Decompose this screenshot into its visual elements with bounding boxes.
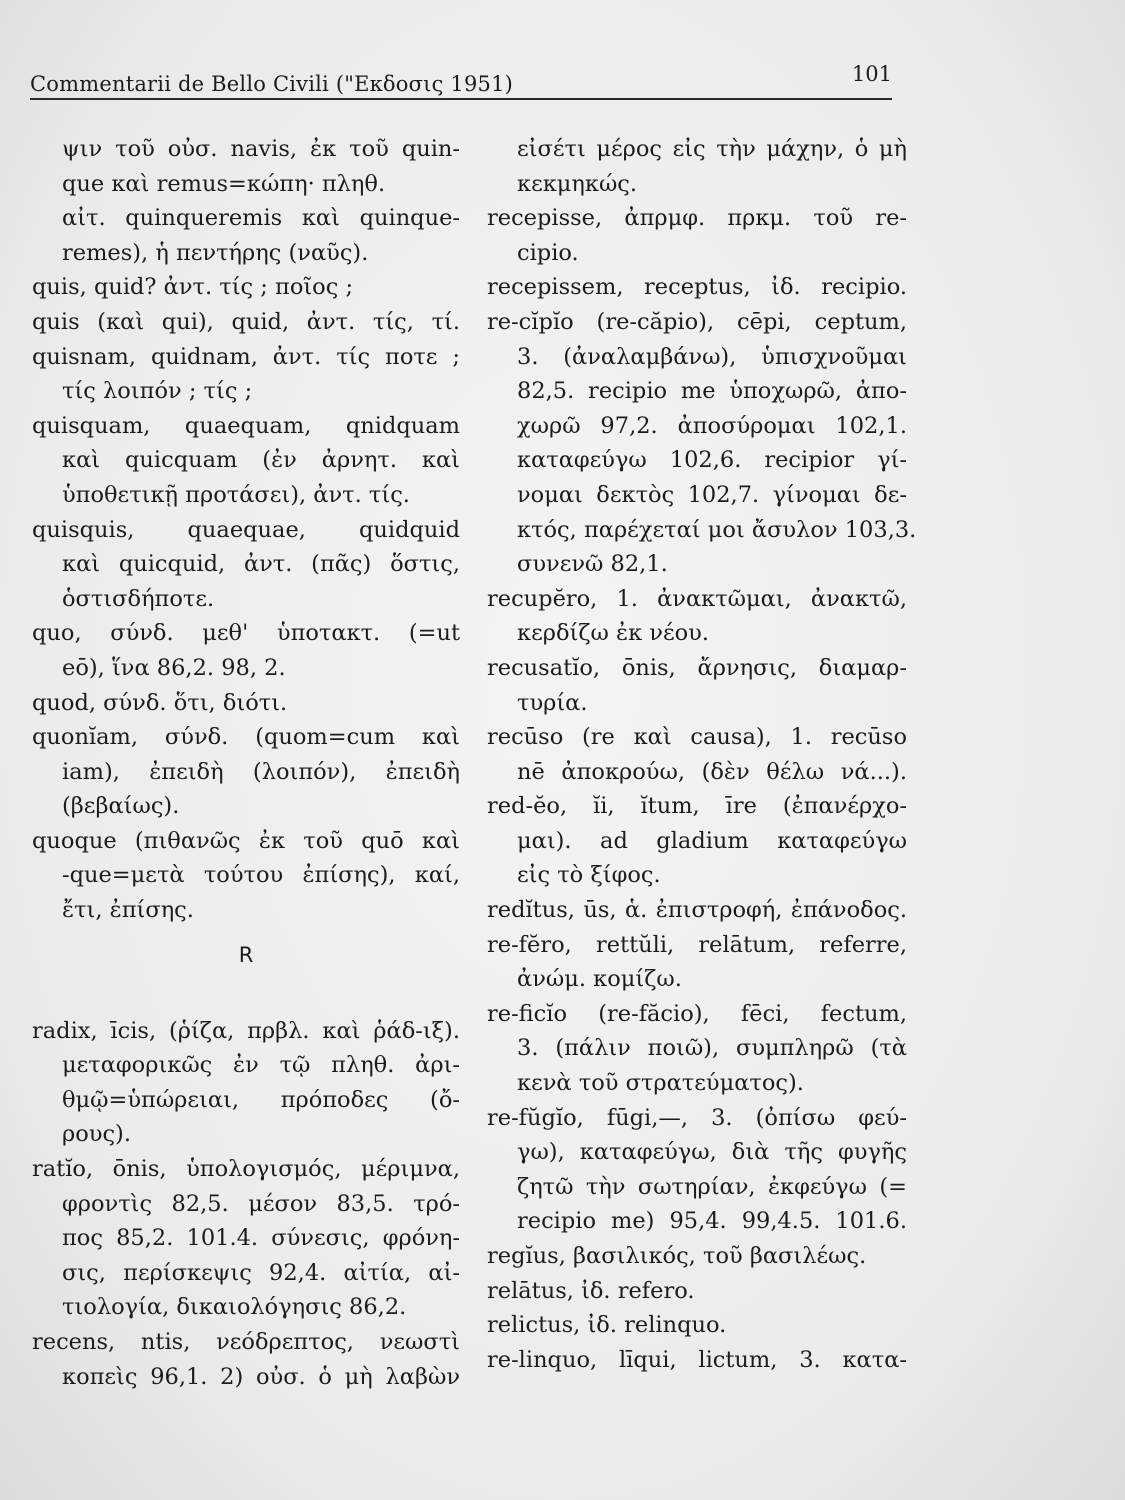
text-line: redĭtus, ūs, ἁ. ἐπιστροφή, ἐπάνοδος. (487, 897, 907, 924)
text-line: re-linquo, līqui, lictum, 3. κατα- (487, 1346, 907, 1373)
text-line: red-ĕo, ĭi, ĭtum, īre (ἐπανέρχο- (487, 793, 907, 820)
text-line: recens, ntis, νεόδρεπτος, νεωστὶ (32, 1329, 460, 1355)
text-line: regĭus, βασιλικός, τοῦ βασιλέως. (487, 1243, 867, 1269)
text-line: ἀνώμ. κομίζω. (517, 966, 682, 993)
section-letter: R (238, 942, 254, 967)
text-line: ratĭo, ōnis, ὑπολογισμός, μέριμνα, (32, 1156, 460, 1183)
text-line: ρους). (62, 1121, 131, 1148)
text-line: quisquis, quaequae, quidquid (32, 516, 460, 543)
text-line: μεταφορικῶς ἐν τῷ πληθ. ἀρι- (62, 1052, 460, 1079)
text-line: γω), καταφεύγω, διὰ τῆς φυγῆς (517, 1139, 907, 1166)
text-line: καὶ quicquid, ἀντ. (πᾶς) ὅστις, (62, 551, 460, 578)
text-line: quonĭam, σύνδ. (quom=cum καὶ (32, 724, 460, 751)
text-line: κερδίζω ἐκ νέου. (517, 620, 710, 647)
text-line: κτός, παρέχεταί μοι ἄσυλον 103,3. (517, 516, 917, 543)
right-column (487, 132, 917, 1377)
text-line: τιολογία, δικαιολόγησις 86,2. (62, 1294, 407, 1321)
text-line: κεκμηκώς. (517, 170, 638, 197)
text-line: cipio. (517, 239, 579, 266)
text-line: recūso (re καὶ causa), 1. recūso (487, 724, 907, 751)
text-line: nē ἀποκρούω, (δὲν θέλω νά...). (517, 758, 907, 785)
text-line: quis (καὶ qui), quid, ἀντ. τίς, τί. (32, 308, 460, 335)
left-column (32, 132, 460, 1394)
text-line: recupĕro, 1. ἀνακτῶμαι, ἀνακτῶ, (487, 585, 907, 612)
text-line: relātus, ἰδ. refero. (487, 1277, 695, 1304)
text-line: συνενῶ 82,1. (517, 551, 668, 578)
text-line: radix, īcis, (ῥίζα, πρβλ. καὶ ῥάδ-ιξ). (32, 1017, 460, 1044)
text-line: eō), ἵνα 86,2. 98, 2. (62, 654, 286, 681)
text-line: φροντὶς 82,5. μέσον 83,5. τρό- (62, 1190, 460, 1217)
text-line: (βεβαίως). (62, 793, 180, 820)
text-line: 3. (ἀναλαμβάνω), ὑπισχνοῦμαι (517, 343, 907, 370)
text-line: 82,5. recipio me ὑποχωρῶ, ἀπο- (517, 378, 907, 405)
text-line: recepisse, ἀπρμφ. πρκμ. τοῦ re- (487, 205, 907, 232)
text-line: -que=μετὰ τούτου ἐπίσης), καί, (62, 862, 460, 889)
header-rule (30, 98, 892, 100)
text-line: 3. (πάλιν ποιῶ), συμπληρῶ (τὰ (517, 1035, 907, 1062)
text-line: εἰς τὸ ξίφος. (517, 862, 661, 889)
text-line: πος 85,2. 101.4. σύνεσις, φρόνη- (62, 1225, 460, 1252)
text-line: quo, σύνδ. μεθ' ὑποτακτ. (=ut (32, 620, 460, 647)
text-line: recusatĭo, ōnis, ἄρνησις, διαμαρ- (487, 654, 907, 681)
text-line: recepissem, receptus, ἰδ. recipio. (487, 274, 907, 301)
text-line: μαι). ad gladium καταφεύγω (517, 827, 907, 854)
text-line: re-fŭgĭo, fūgi,—, 3. (ὀπίσω φεύ- (487, 1104, 907, 1131)
text-line: τυρία. (517, 689, 588, 716)
left-entries-r (32, 1014, 460, 1395)
text-line: χωρῶ 97,2. ἀποσύρομαι 102,1. (517, 412, 907, 439)
text-line: re-ficĭo (re-făcio), fēci, fectum, (487, 1000, 907, 1027)
text-line: νομαι δεκτὸς 102,7. γίνομαι δε- (517, 481, 907, 508)
text-line: ἔτι, ἐπίσης. (62, 897, 194, 924)
left-entries-q (32, 132, 460, 928)
text-line: ὁστισδήποτε. (62, 585, 215, 612)
text-line: re-cĭpĭo (re-căpio), cēpi, ceptum, (487, 308, 907, 335)
text-line: αἰτ. quinqueremis καὶ quinque- (62, 205, 460, 232)
text-line: remes), ἡ πεντήρης (ναῦς). (62, 239, 369, 266)
text-line: quis, quid? ἀντ. τίς ; ποῖος ; (32, 274, 354, 301)
text-line: iam), ἐπειδὴ (λοιπόν), ἐπειδὴ (62, 758, 460, 785)
text-line: καταφεύγω 102,6. recipior γί- (517, 447, 907, 474)
text-line: recipio me) 95,4. 99,4.5. 101.6. (517, 1208, 907, 1235)
text-line: relictus, ἰδ. relinquo. (487, 1312, 727, 1339)
text-line: κοπεὶς 96,1. 2) οὐσ. ὁ μὴ λαβὼν (62, 1363, 460, 1390)
text-line: quoque (πιθανῶς ἐκ τοῦ quō καὶ (32, 827, 460, 854)
text-line: ὑποθετικῇ προτάσει), ἀντ. τίς. (62, 481, 410, 508)
text-line: καὶ quicquam (ἐν ἀρνητ. καὶ (62, 447, 460, 474)
header-title: Commentarii de Bello Civili ("Εκδοσις 1951) (30, 72, 514, 96)
text-line: quisnam, quidnam, ἀντ. τίς ποτε ; (32, 343, 460, 370)
text-line: κενὰ τοῦ στρατεύματος). (517, 1070, 804, 1097)
text-line: ψιν τοῦ οὐσ. navis, ἐκ τοῦ quin- (62, 136, 460, 162)
text-line: quisquam, quaequam, qnidquam (32, 412, 460, 439)
text-line: ζητῶ τὴν σωτηρίαν, ἐκφεύγω (= (517, 1173, 907, 1200)
right-entries (487, 132, 917, 1377)
text-line: σις, περίσκεψις 92,4. αἰτία, αἰ- (62, 1259, 460, 1286)
text-line: re-fĕro, rettŭli, relātum, referre, (487, 931, 907, 958)
text-line: τίς λοιπόν ; τίς ; (62, 378, 253, 405)
page-number: 101 (851, 62, 892, 86)
text-line: que καὶ remus=κώπη· πληθ. (62, 170, 386, 197)
running-header (30, 62, 892, 102)
text-line: θμῷ=ὑπώρειαι, πρόποδες (ὄ- (62, 1086, 460, 1113)
text-line: εἰσέτι μέρος εἰς τὴν μάχην, ὁ μὴ (517, 136, 907, 162)
text-line: quod, σύνδ. ὅτι, διότι. (32, 689, 288, 716)
